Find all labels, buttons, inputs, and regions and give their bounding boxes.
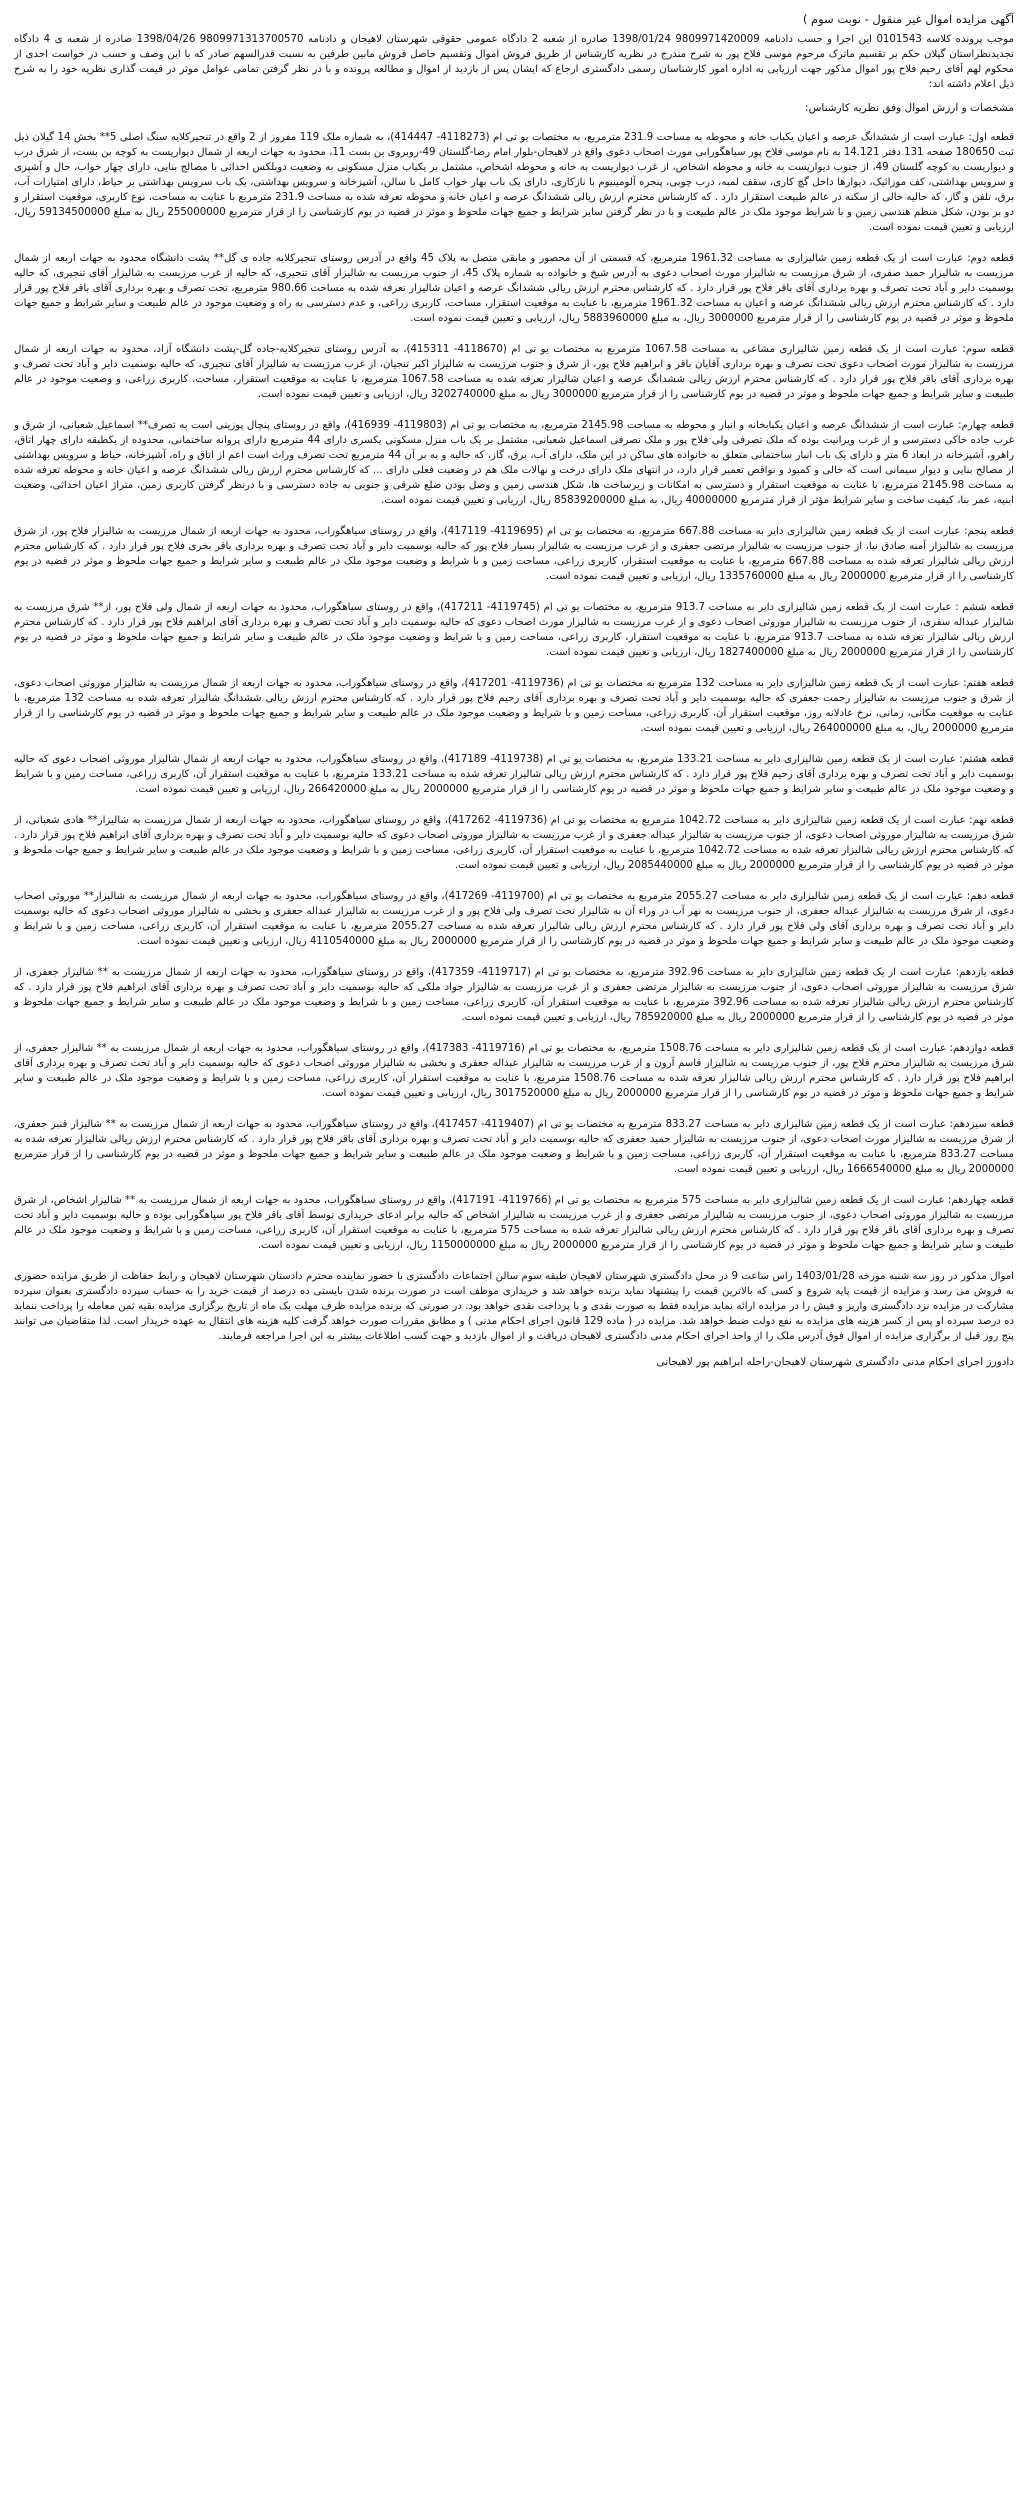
- notice-body: [14, 10, 1014, 1370]
- property-item-7: قطعه هفتم: عبارت است از یک قطعه زمین شالیزاری دایر به مساحت 132 مترمربع به مختصات یو تی ام (4119736- 417201)، واقع در روستای سیاهگوراب، محدود به جهات اربعه از شمال مرزیست به شالیزار موروثی اصحاب دعوی، از شرق و جنوب مرزیست به شالیزار رحمت جعفری که حالیه بوسمیت دایر و آباد تحت تصرف و بهره برداری آقای رحیم فلاح پور قرار دارد . که کارشناس محترم ارزش ریالی ششدانگ شالیزار تعرفه شده به مساحت 132 مترمربع، با عنایت به موقعیت مکانی، زمانی، نرخ عادلانه روز، موقعیت استقرار آن، کاربری زراعی، مساحت زمین و با شرایط و وضعیت موجود ملک در عالم طبیعت و سایر شرایط و جمیع جهات ملحوظ و موثر در قضیه در یوم کارشناسی را از قرار مترمربع 2000000 ریال، به مبلغ 264000000 ریال، ارزیابی و تعیین قیمت نموده است.: [14, 678, 1014, 734]
- property-item-10: قطعه دهم: عبارت است از یک قطعه زمین شالیزاری دایر به مساحت 2055.27 مترمربع به مختصات یو تی ام (4119700- 417269)، واقع در روستای سیاهگوراب، محدود به جهات اربعه از شمال مرزیست به شالیزار** موروثی اصحاب دعوی، از شرق مرزیست به شالیزار عبداله جعفری، از جنوب مرزیست به نهر آب در وراء آن به شالیزار تحت تصرف ولی فلاح پور و از غرب مرزیست به شالیزار عبداله جعفری و بخشی به شالیزار موروثی اصحاب دعوی که حالیه بوسمیت دایر و آباد تحت تصرف و بهره برداری آقای ولی فلاح پور قرار دارد . که کارشناس محترم ارزش ریالی شالیزار تعرفه شده به مساحت 2055.27 مترمربع، با عنایت به موقعیت استقرار آن، کاربری زراعی، مساحت زمین و با شرایط و وضعیت موجود ملک در عالم طبیعت و سایر شرایط و جمیع جهات ملحوظ و موثر در قضیه در یوم کارشناسی را از قرار مترمربع 2000000 ریال به مبلغ 4110540000 ریال، ارزیابی و تعیین قیمت نموده است.: [14, 891, 1014, 947]
- property-item-3: قطعه سوم: عبارت است از یک قطعه زمین شالیزاری مشاعی به مساحت 1067.58 مترمربع به مختصات یو تی ام (4118670- 415311)، به آدرس روستای تنجیرکلایه-جاده گل-پشت دانشگاه آزاد، محدود به جهات اربعه از شمال مرزیست به شالیزار مورث اصحاب دعوی تحت تصرف و بهره برداری آقایان باقر و ابراهیم فلاح پور، از شرق و جنوب مرزیست به شالیزار اکبر تنجیان، از غرب مرزیست به شالیزار آقای تنجیری، که حالیه بوسمیت دایر و آباد تحت تصرف و بهره برداری آقای باقر فلاح پور قرار دارد . که کارشناس محترم ارزش ریالی ششدانگ عرصه و اعیان شالیزار تعرفه شده به مساحت 1067.58 مترمربع، با عنایت به موقعیت استقرار، مساحت، کاربری زراعی، و وضعیت موجود در عالم طبیعت و سایر شرایط و جمیع جهات ملحوظ و موثر در قضیه در یوم کارشناسی را از قرار مترمربع 3000000 ریال به مبلغ 3202740000 ریال، ارزیابی و تعیین قیمت نموده است.: [14, 344, 1015, 400]
- property-item-13: قطعه سیزدهم: عبارت است از یک قطعه زمین شالیزاری دایر به مساحت 833.27 مترمربع به مختصات یو تی ام (4119407- 417457)، واقع در روستای سیاهگوراب، محدود به جهات اربعه از شمال مرزیست به ** شالیزار قنبر جعفری، از شرق مرزیست به شالیزار مورث اصحاب دعوی، از جنوب مرزیست به شالیزار حمید جعفری که حالیه بوسمیت دایر و آباد تحت تصرف و بهره برداری آقای باقر فلاح پور قرار دارد . که کارشناس محترم ارزش ریالی شالیزار تعرفه شده به مساحت 833.27 مترمربع، با عنایت به موقعیت استقرار آن، کاربری زراعی، مساحت زمین و با شرایط و وضعیت موجود ملک در عالم طبیعت و سایر شرایط و جمیع جهات ملحوظ و موثر در قضیه در یوم کارشناسی را از قرار مترمربع 2000000 ریال به مبلغ 1666540000 ریال، ارزیابی و تعیین قیمت نموده است.: [14, 1119, 1014, 1175]
- property-item-12: قطعه دوازدهم: عبارت است از یک قطعه زمین شالیزاری دایر به مساحت 1508.76 مترمربع، به مختصات یو تی ام (4119716- 417383)، واقع در روستای سیاهگوراب، محدود به جهات اربعه از شمال مرزیست به ** شالیزار جعفری، از شرق مرزیست به شالیزار محترم فلاح پور، از جنوب مرزیست به شالیزار قاسم آرون و از غرب مرزیست به شالیزار عبداله جعفری و بخشی به شالیزار موروثی اصحاب دعوی که حالیه بوسمیت دایر و آباد تحت تصرف و بهره برداری آقای ابراهیم فلاح پور قرار دارد . که کارشناس محترم ارزش ریالی شالیزار تعرفه شده به مساحت 1508.76 مترمربع، با عنایت به موقعیت استقرار آن، کاربری زراعی، مساحت زمین و با شرایط و وضعیت موجود ملک در عالم طبیعت و سایر شرایط و جمیع جهات ملحوظ و موثر در قضیه در یوم کارشناسی را از قرار مترمربع 2000000 ریال به مبلغ 3017520000 ریال، ارزیابی و تعیین قیمت نموده است.: [14, 1043, 1014, 1099]
- property-item-9: قطعه نهم: عبارت است از یک قطعه زمین شالیزاری دایر به مساحت 1042.72 مترمربع به مختصات یو تی ام (4119736- 417262)، واقع در روستای سیاهگوراب، محدود به جهات اربعه از شمال مرزیست به شالیزار** هادی شعبانی، از شرق مرزیست به شالیزار موروثی اصحاب دعوی، از جنوب مرزیست به شالیزار عبداله جعفری و از غرب مرزیست به شالیزار موروثی اصحاب دعوی که حالیه بوسمیت دایر و آباد تحت تصرف و بهره برداری آقای ابراهیم فلاح پور قرار دارد . که کارشناس محترم ارزش ریالی شالیزار تعرفه شده به مساحت 1042.72 مترمربع، با عنایت به موقعیت استقرار آن، کاربری زراعی، مساحت زمین و با شرایط و وضعیت موجود ملک در عالم طبیعت و سایر شرایط و جمیع جهات ملحوظ و موثر در قضیه در یوم کارشناسی را از قرار مترمربع 2000000 ریال به مبلغ 2085440000 ریال، ارزیابی و تعیین قیمت نموده است.: [14, 815, 1014, 871]
- property-item-11: قطعه یازدهم: عبارت است از یک قطعه زمین شالیزاری دایر به مساحت 392.96 مترمربع، به مختصات یو تی ام (4119717- 417359)، واقع در روستای سیاهگوراب، محدود به جهات اربعه از شمال مرزیست به ** شالیزار جعفری، از شرق مرزیست به شالیزار موروثی اصحاب دعوی، از جنوب مرزیست به شالیزار مرتضی جعفری و از غرب مرزیست به شالیزار جواد ملکی که حالیه بوسمیت دایر و آباد تحت تصرف و بهره برداری آقای ابراهیم فلاح پور قرار دارد . که کارشناس محترم ارزش ریالی شالیزار تعرفه شده به مساحت 392.96 مترمربع، با عنایت به موقعیت استقرار آن، کاربری زراعی، مساحت زمین و با شرایط و وضعیت موجود ملک در عالم طبیعت و سایر شرایط و جمیع جهات ملحوظ و موثر در قضیه در یوم کارشناسی را از قرار مترمربع 2000000 ریال به مبلغ 785920000 ریال، ارزیابی و تعیین قیمت نموده است.: [14, 967, 1015, 1023]
- officer-signature-line: دادورز اجرای احکام مدنی دادگستری شهرستان لاهیجان-راحله ابراهیم پور لاهیجانی: [656, 1356, 1014, 1368]
- property-item-8: قطعه هشتم: عبارت است از یک قطعه زمین شالیزاری دایر به مساحت 133.21 مترمربع، به مختصات یو تی ام (4119738- 417189)، واقع در روستای سیاهگوراب، محدود به جهات اربعه از شمال شالیزار موروثی اصحاب دعوی که حالیه بوسمیت دایر و آباد تحت تصرف و بهره برداری آقای رحیم فلاح پور قرار دارد . که کارشناس محترم ارزش ریالی شالیزار تعرفه شده به مساحت 133.21 مترمربع، با عنایت به موقعیت استقرار آن، کاربری زراعی، مساحت زمین و با شرایط و وضعیت موجود ملک در عالم طبیعت و سایر شرایط و جمیع جهات ملحوظ و موثر در قضیه در یوم کارشناسی را از قرار مترمربع 2000000 ریال به مبلغ 266420000 ریال، ارزیابی و تعیین قیمت نموده است.: [14, 754, 1015, 795]
- notice-title: آگهی مزایده اموال غیر منقول - نوبت سوم ): [802, 12, 1014, 26]
- property-item-4: قطعه چهارم: عبارت است از ششدانگ عرصه و اعیان یکبابخانه و انبار و محوطه به مساحت 2145.98 مترمربع، به مختصات یو تی ام (4119803- 416939)، واقع در روستای پنچال پوزینی است به تصرف** اسماعیل شعبانی، از شرق و غرب جاده خاکی دسترسی و از غرب ویرانیت بوده که ملک تصرفی ولی فلاح پور و ملک تصرفی اسماعیل شعبانی، مشتمل بر یک باب منزل مسکونی یکسری دارای 44 مترمربع دارای پروانه ساختمانی، محدوده از یکطبقه دارای چهار اتاق، راهرو، آشپزخانه در ابعاد 6 متر و دارای یک باب انبار ساختمانی متعلق به خانواده های ساکن در این ملک، دارای آب، برق، گاز، که حالیه و به بر آن 44 مترمربع تحت تصرف وراث است اعم از اتاق و راه، آشپزخانه، حیاط و سرویس بهداشتی از مصالح بنایی و دیوار سیمانی است که خالی و کمبود و نواقص تعمیر قرار دارد، در انتهای ملک دارای درخت و نهالات ملک هم در وضعیت فعلی دارای ... که کارشناس محترم ارزش ریالی ششدانگ عرصه و اعیان خانه و محوطه تعرفه شده به مساحت 2145.98 مترمربع، با عنایت به موقعیت استقرار و دسترسی به امکانات و زیرساخت ها، شکل هندسی زمین و وصل بودن ضلع شرقی و جنوبی به جاده دسترسی و با درنظر گرفتن کاربری زمین، متراژ اعیان احداثی، وضعیت ابنیه، عمر بنا، کیفیت ساخت و سایر شرایط مؤثر از قرار مترمربع 40000000 ریال، به مبلغ 85839200000 ریال، ارزیابی و تعیین قیمت نموده است.: [14, 420, 1015, 506]
- auction-terms: اموال مذکور در روز سه شنبه مورخه 1403/01/28 راس ساعت 9 در محل دادگستری شهرستان لاهیجان طبقه سوم سالن اجتماعات دادگستری با حضور نماینده محترم دادستان شهرستان لاهیجان و رابط حفاظت از طریق مزایده حضوری به فروش می رسد و مزایده از قیمت پایه شروع و کسی که بالاترین قیمت را پیشنهاد نماید برنده خواهد شد و خریداری موظف است در صورت برنده شدن بایستی ده درصد از قیمت خرید را به حساب سپرده دادگستری بعنوان سپرده مشارکت در مزایده نزد دادگستری واریز و فیش را در مزایده ارائه نماید مزایده فقط به صورت نقدی و با پرداخت نقدی خواهد بود. در صورتی که برنده مزایده ظرف مهلت یک ماه از تاریخ برگزاری مزایده بقیه ثمن معامله را پرداخت ننماید ده درصد سپرده او پس از کسر هزینه های مزایده به نفع دولت ضبط خواهد شد. مزایده در ( ماده 129 قانون اجرای احکام مدنی ) و مطابق مقررات صورت خواهد گرفت کلیه هزینه های انتقال به عهده خریدار است. لذا متقاضیان می توانند پنج روز قبل از برگزاری مزایده از اموال فوق آدرس ملک را از واحد اجرای احکام مدنی دادگستری لاهیجان دریافت و از اموال بازدید و جهت کسب اطلاعات بیشتر به این اجرا مراجعه فرمایند.: [14, 1271, 1014, 1342]
- notice-intro: موجب پرونده کلاسه 0101543 این اجرا و حسب دادنامه 9809971420009 1398/01/24 صادره از شعبه 2 دادگاه عمومی حقوقی شهرستان لاهیجان و دادنامه 9809971313700570 1398/04/26 صادره از شعبه ی 4 دادگاه تجدیدنظراستان گیلان حکم بر تقسیم ماترک مرحوم موسی فلاح پور به شرح مندرج در نظریه کارشناس از طریق فروش اموال وتقسیم حاصل فروش مابین طرفین به نسبت قدرالسهم صادر که با این وصف و حسب در خواست احدی از محکوم لهم آقای رحیم فلاح پور اموال مذکور جهت ارزیابی به اداره امور کارشناسان رسمی دادگستری ارجاع که ایشان پس از بازدید از اموال و مطالعه پرونده و با در نظر گرفتن تمامی عوامل موثر در قیمت گذاری نظریه خود را به شرح ذیل اعلام داشته اند:: [14, 34, 1014, 90]
- section-heading: مشخصات و ارزش اموال وفق نظریه کارشناس:: [805, 102, 1014, 114]
- property-item-5: قطعه پنجم: عبارت است از یک قطعه زمین شالیزاری دایر به مساحت 667.88 مترمربع، به مختصات یو تی ام (4119695- 417119)، واقع در روستای سیاهگوراب، محدود به جهات اربعه از شمال مرزیست به شالیزار فلاح پور، از شرق مرزیست به شالیزار آمنه صادق نیا، از جنوب مرزیست به شالیزار مرتضی جعفری و از غرب مرزیست به شالیزار بسیار فلاح پور که حالیه بوسمیت دایر و آباد تحت تصرف و بهره برداری باقر بخری فلاح پور قرار دارد . که کارشناس محترم ارزش ریالی شالیزار تعرفه شده به مساحت 667.88 مترمربع، با عنایت به موقعیت استقرار، کاربری زراعی، مساحت زمین و با شرایط و وضعیت موجود ملک در عالم طبیعت و سایر شرایط و جمیع جهات ملحوظ و موثر در قضیه در یوم کارشناسی را از قرار مترمربع 2000000 ریال به مبلغ 1335760000 ریال، ارزیابی و تعیین قیمت نموده است.: [14, 526, 1015, 582]
- page: [0, 10, 1024, 2514]
- property-item-14: قطعه چهاردهم: عبارت است از یک قطعه زمین شالیزاری دایر به مساحت 575 مترمربع به مختصات یو تی ام (4119766- 417191)، واقع در روستای سیاهگوراب، محدود به جهات اربعه از شمال مرزیست به ** شالیزار اشخاص، از شرق مرزیست به شالیزار موروثی اصحاب دعوی، از جنوب مرزیست به شالیزار مرتضی جعفری و از غرب مرزیست به شالیزار اشخاص که حالیه برابر ادعای خریداری توسط آقای باقر فلاح پور سیاهگورابی بوده و حالیه بوسمیت دایر و آباد تحت تصرف و بهره برداری آقای باقر فلاح پور قرار دارد . که کارشناس محترم ارزش ریالی شالیزار تعرفه شده به مساحت 575 مترمربع، با عنایت به موقعیت استقرار آن، کاربری زراعی، مساحت زمین و با شرایط و وضعیت موجود ملک در عالم طبیعت و سایر شرایط و جمیع جهات ملحوظ و موثر در قضیه در یوم کارشناسی را از قرار مترمربع 2000000 ریال به مبلغ 1150000000 ریال، ارزیابی و تعیین قیمت نموده است.: [14, 1195, 1014, 1251]
- property-item-6: قطعه ششم : عبارت است از یک قطعه زمین شالیزاری دایر به مساحت 913.7 مترمربع، به مختصات یو تی ام (4119745- 417211)، واقع در روستای سیاهگوراب، محدود به جهات اربعه از شمال ولی فلاح پور، از** شرق مرزیست به شالیزار عبداله سفری، از جنوب مرزیست به شالیزار موروثی اصحاب دعوی و از غرب مرزیست به شالیزار مورث اصحاب دعوی که حالیه بوسمیت دایر و آباد تحت تصرف و بهره برداری آقای ابراهیم فلاح پور قرار دارد . که کارشناس محترم ارزش ریالی شالیزار تعرفه شده به مساحت 913.7 مترمربع، با عنایت به موقعیت استقرار، کاربری زراعی، مساحت زمین و با شرایط و وضعیت موجود ملک در عالم طبیعت و سایر شرایط و جمیع جهات ملحوظ و موثر در قضیه در یوم کارشناسی را از قرار مترمربع 2000000 ریال به مبلغ 1827400000 ریال، ارزیابی و تعیین قیمت نموده است.: [14, 602, 1014, 658]
- property-item-2: قطعه دوم: عبارت است از یک قطعه زمین شالیزاری به مساحت 1961.32 مترمربع، که قسمتی از آن محصور و مابقی متصل به پلاک 45 واقع در آدرس روستای تنجیرکلایه جاده ی گل** پشت دانشگاه محدود به جهات اربعه از شمال مرزیست به شالیزار حمید صفری، از شرق مرزیست به شالیزار مورث اصحاب دعوی به آدرس شیخ و خانواده به شماره پلاک 45، از جنوب مرزیست به شالیزار آقای تنجیری، که حالیه از غرب مرزیست به شالیزار آقای تنجیری، که حالیه بوسمیت دایر و آباد تحت تصرف و بهره برداری آقای باقر فلاح پور قرار دارد . که کارشناس محترم ارزش ریالی ششدانگ عرصه و اعیان شالیزار تعرفه شده به مساحت 980.66 مترمربع، تحت تصرف و بهره برداری آقای باقر فلاح پور قرار دارد . که کارشناس محترم ارزش ریالی ششدانگ عرصه و اعیان به مساحت 1961.32 مترمربع، با عنایت به موقعیت استقرار، مساحت، کاربری زراعی، و عدم دسترسی به راه و وضعیت موجود در عالم طبیعت و سایر شرایط و جمیع جهات ملحوظ و موثر در قضیه در یوم کارشناسی را از قرار مترمربع 3000000 ریال، به مبلغ 5883960000 ریال، ارزیابی و تعیین قیمت نموده است.: [14, 253, 1015, 324]
- property-item-1: قطعه اول: عبارت است از ششدانگ عرصه و اعیان یکباب خانه و محوطه به مساحت 231.9 مترمربع، به مختصات یو تی ام (4118273- 414447)، به شماره ملک 119 مفروز از 2 واقع در تنجیرکلایه سنگ اصلی 5** بخش 14 گیلان ذیل ثبت 180650 صفحه 131 دفتر 14.121 به نام موسی فلاح پور سیاهگورابی مورث اصحاب دعوی واقع در لاهیجان-بلوار امام رضا-گلستان 49-روبروی بن بست 11، محدود به جهات اربعه از شمال دیواریست به کوچه بن بست، از شرق درب و دیواریست به کوچه گلستان 49، از جنوب دیواریست به خانه و محوطه اشخاص، از غرب دیواریست به خانه و محوطه اشخاص، مشتمل بر یکباب منزل مسکونی به وضعیت دوبلکس احداثی با مصالح بنایی، دارای چهار خواب، حال و آشپزی و سرویس بهداشتی، کف موزائیک، دیوارها داخل گچ کاری، سقف لمبه، درب چوبی، پنجره آلومینیوم با نازکاری، دارای یک باب بهار خواب کامل با سالن، آشپزخانه و سرویس بهداشتی، یک باب سرویس بهداشتی بر حیاط، دارای امتیازات آب، برق، تلفن و گاز، که حالیه خالی از سکنه در عالم طبیعت استقرار دارد . که کارشناس محترم ارزش ریالی ششدانگ عرصه و اعیان خانه و محوطه تعرفه شده به مساحت 231.9 مترمربع با عنایت به مساحت، نوع کاربری، موقعیت استقرار و دو بر بودن، شکل منظم هندسی زمین و با شرایط موجود ملک در عالم طبیعت و با در نظر گرفتن سایر شرایط و جمیع جهات ملحوظ و موثر در قضیه در یوم کارشناسی را از قرار مترمربع 255000000 ریال به مبلغ 59134500000 ریال، ارزیابی و تعیین قیمت نموده است.: [14, 132, 1014, 233]
